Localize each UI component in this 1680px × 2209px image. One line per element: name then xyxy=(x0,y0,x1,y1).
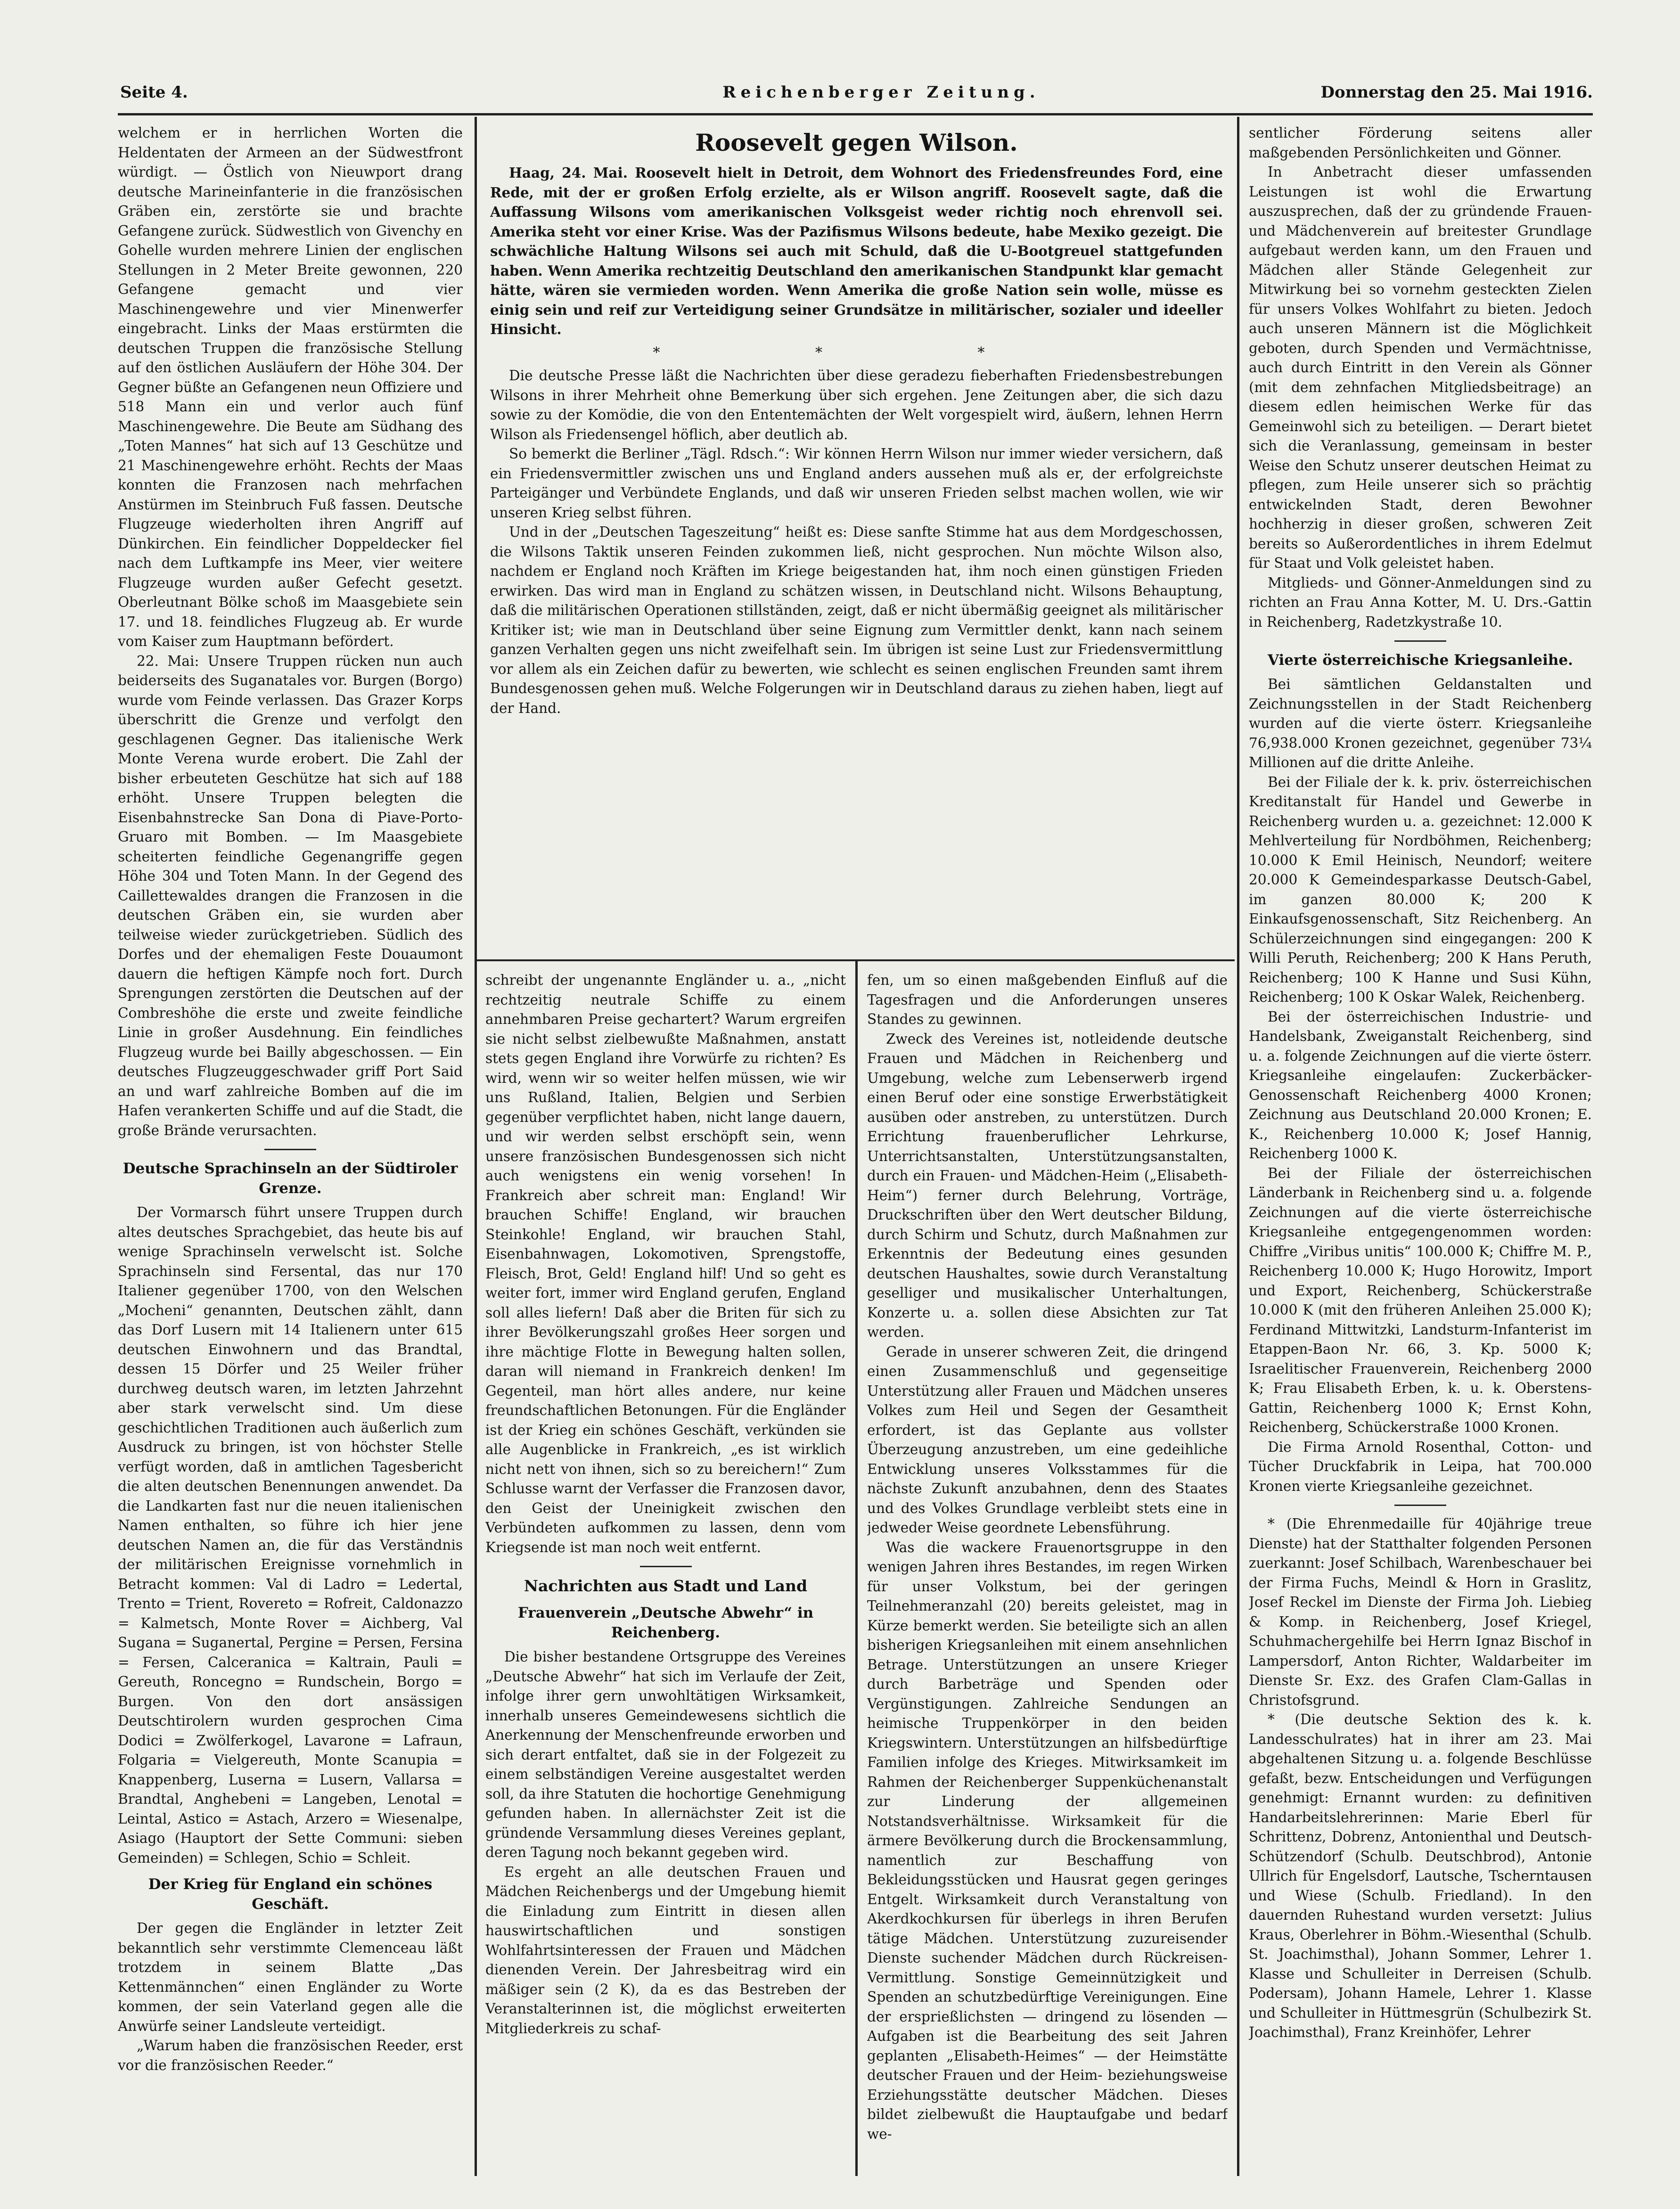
ehrenmedaille-text: * (Die Ehrenmedaille für 40jährige treue Dienste) hat der Statthalter folgenden Personen zuerkannt: Josef Schilbach, Warenbeschauer bei der Firma Fuchs, Meindl & Horn in Graslitz, Josef Reckel im Dienste der Firma Joh. Liebieg & Komp. in Reichenberg, Josef Kriegel, Schuhmachergehilfe bei Herrn Ignaz Bischof in Lampersdorf, Anton Richter, Waldarbeiter im Dienste Sr. Exz. des Grafen Clam-Gallas in Christofsgrund. xyxy=(1249,1516,1592,1708)
frauenverein-gerade: Gerade in unserer schweren Zeit, die dringend einen Zusammenschluß und gegenseitige Unterstützung aller Frauen und Mädchen unseres Volkes zum Heil und Segen der Gesamtheit erfordert, ist das Geplante aus vollster Überzeugung anzustreben, um eine gedeihliche Entwicklung unseres Volksstammes für die nächste Zukunft anzubahnen, denn des Staates und des Volkes Grundlage verbleibt stets eine in jedweder Weise geordnete Lebensführung. xyxy=(867,1343,1228,1536)
stars-divider: * * * xyxy=(653,344,1060,361)
anleihe-summary: Bei sämtlichen Geldanstalten und Zeichnungsstellen in der Stadt Reichenberg wurden auf die vierte österr. Kriegsanleihe 76,938.000 Kronen gezeichnet, gegenüber 73¼ Millionen auf die dritte Anleihe. xyxy=(1249,676,1592,770)
anleihe-laenderbank: Bei der Filiale der österreichischen Länderbank in Reichenberg sind u. a. folgende Zeichnungen auf die vierte österreichische Kriegsanleihe entgegengenommen worden: Chiffre „Viribus unitis“ 100.000 K; Chiffre M. P., Reichenberg 10.000 K; Hugo Horowitz, Import und Export, Reichenberg, Schückerstraße 10.000 K (mit den früheren Anleihen 25.000 K); Ferdinand Mittwitzki, Landsturm-Infanterist im Etappen-Baon Nr. 66, 3. Kp. 5000 K; Israelitischer Frauenverein, Reichenberg 2000 K; Frau Elisabeth Erben, k. u. k. Oberstens-Gattin, Reichenberg 1000 K; Ernst Kohn, Reichenberg, Schückerstraße 1000 Kronen. xyxy=(1249,1165,1592,1435)
issue-date: Donnerstag den 25. Mai 1916. xyxy=(1320,83,1593,102)
sprachinseln-text: Der Vormarsch führt unsere Truppen durch altes deutsches Sprachgebiet, das heute bis auf wenige Sprachinseln verwelscht ist. Solche Sprachinseln sind Fersental, das nur 170 Italiener gegenüber 1700, von den Welschen „Mocheni“ genannten, Deutschen zählt, dann das Dorf Lusern mit 14 Italienern unter 615 deutschen Einwohnern und das Brandtal, dessen 15 Dörfer und 25 Weiler früher durchweg deutsch waren, im letzten Jahrzehnt aber stark verwelscht sind. Um diese geschichtlichen Traditionen auch äußerlich zum Ausdruck zu bringen, ist von höchster Stelle verfügt worden, daß in amtlichen Tagesbericht die alten deutschen Benennungen anwendet. Da die Landkarten fast nur die neuen italienischen Namen enthalten, so führe ich hier jene deutschen Namen an, die für das Verständnis der militärischen Ereignisse vornehmlich in Betracht kommen: Val di Ladro = Ledertal, Trento = Trient, Rovereto = Rofreit, Caldonazzo = Kalmetsch, Monte Rover = Aichberg, Val Sugana = Suganertal, Pergine = Persen, Fersina = Fersen, Calceranica = Kaltrain, Pauli = Gereuth, Roncegno = Rundschein, Borgo = Burgen. Von den dort ansässigen Deutschtirolern wurden gesprochen Cima Dodici = Zwölferkogel, Lavarone = Lafraun, Folgaria = Vielgereuth, Monte Scanupia = Knappenberg, Luserna = Lusern, Vallarsa = Brandtal, Anghebeni = Langeben, Lenotal = Leintal, Astico = Astach, Arzero = Wiesenalpe, Asiago (Hauptort der Sette Communi: sieben Gemeinden) = Schlegen, Schio = Schleit. xyxy=(118,1204,463,1866)
headline-frauenverein: Frauenverein „Deutsche Abwehr“ in Reichenberg. xyxy=(517,1604,814,1641)
landesschulrat-text: * (Die deutsche Sektion des k. k. Landesschulrates) hat in ihrer am 23. Mai abgehaltenen Sitzung u. a. folgende Beschlüsse gefaßt, bezw. Entscheidungen und Verfügungen genehmigt: Ernannt wurden: zu definitiven Handarbeitslehrerinnen: Marie Eberl für Schrittenz, Dobrenz, Antonienthal und Deutsch-Schützendorf (Schulb. Deutschbrod), Antonie Ullrich für Engelsdorf, Lautsche, Tscherntausen und Wiese (Schulb. Friedland). In den dauernden Ruhestand wurden versetzt: Julius Kraus, Oberlehrer in Böhm.-Wiesenthal (Schulb. St. Joachimsthal), Johann Sommer, Lehrer 1. Klasse und Schulleiter in Derreisen (Schulb. Podersam), Johann Hamele, Lehrer 1. Klasse und Schulleiter in Hüttmesgrün (Schulbezirk St. Joachimsthal), Franz Kreinhöfer, Lehrer xyxy=(1249,1711,1592,2040)
frauenverein-continued: fen, um so einen maßgebenden Einfluß auf die Tagesfragen und die Anforderungen unseres Standes zu gewinnen. xyxy=(867,972,1228,1027)
anleihe-rosenthal: Die Firma Arnold Rosenthal, Cotton- und Tücher Druckfabrik in Leipa, hat 700.000 Kronen vierte Kriegsanleihe gezeichnet. xyxy=(1249,1439,1592,1494)
headline-sprachinseln: Deutsche Sprachinseln an der Südtiroler Grenze. xyxy=(123,1160,458,1197)
column-1 xyxy=(118,123,463,2173)
roosevelt-article xyxy=(490,123,1223,953)
article-separator xyxy=(640,1566,692,1567)
krieg-england-quote: „Warum haben die französischen Reeder, erst vor die französischen Reeder.“ xyxy=(118,2037,463,2073)
anleihe-kreditanstalt: Bei der Filiale der k. k. priv. österreichischen Kreditanstalt für Handel und Gewerbe in Reichenberg wurden u. a. gezeichnet: 12.000 K Mehlverteilung für Nordböhmen, Reichenberg; 10.000 K Emil Heinisch, Neundorf; weitere 20.000 K Gemeindesparkasse Deutsch-Gabel, im ganzen 80.000 K; 200 K Einkaufsgenossenschaft, Sitz Reichenberg. An Schülerzeichnungen sind eingegangen: 200 K Willi Peruth, Reichenberg; 200 K Hans Peruth, Reichenberg; 100 K Hanne und Susi Kühn, Reichenberg; 100 K Oskar Walek, Reichenberg. xyxy=(1249,774,1592,1005)
headline-krieg-england: Der Krieg für England ein schönes Geschäft. xyxy=(148,1876,433,1913)
headline-kriegsanleihe: Vierte österreichische Kriegsanleihe. xyxy=(1268,652,1573,669)
war-report-text: welchem er in herrlichen Worten die Heldentaten der Armeen an der Südwestfront würdigt. — Östlich von Nieuwport drang deutsche Marineinfanterie in die französischen Gräben ein, zerstörte sie und brachte Gefangene zurück. Südwestlich von Givenchy en Gohelle wurden mehrere Linien der englischen Stellungen in 2 Meter Breite gewonnen, 220 Gefangene gemacht und vier Maschinengewehre und vier Minenwerfer eingebracht. Links der Maas erstürmten die deutschen Truppen die französische Stellung auf den östlichen Ausläufern der Höhe 304. Der Gegner büßte an Gefangenen neun Offiziere und 518 Mann ein und verlor auch fünf Maschinengewehre. Die Beute am Südhang des „Toten Mannes“ hat sich auf 13 Geschütze und 21 Maschinengewehre erhöht. Rechts der Maas konnten die Franzosen nach mehrfachen Anstürmen im Steinbruch Fuß fassen. Deutsche Flugzeuge wiederholten ihren Angriff auf Dünkirchen. Ein feindlicher Doppeldecker fiel nach dem Luftkampfe ins Meer, vier weitere Flugzeuge wurden außer Gefecht gesetzt. Oberleutnant Bölke schoß im Maasgebiete sein 17. und 18. feindliches Flugzeug ab. Er wurde vom Kaiser zum Hauptmann befördert. xyxy=(118,125,463,649)
frauenverein-p2: Es ergeht an alle deutschen Frauen und Mädchen Reichenbergs und der Umgebung hiemit die Einladung zum Eintritt in diesen allen hauswirtschaftlichen und sonstigen Wohlfahrtsinteressen der Frauen und Mädchen dienenden Verein. Der Jahresbeitrag wird ein mäßiger sein (2 K), da es das Bestreben der Veranstalterinnen ist, die möglichst erweiterten Mitgliederkreis zu schaf- xyxy=(485,1864,846,2037)
column-rule-3 xyxy=(1237,117,1239,2176)
roosevelt-tageszeitung: Und in der „Deutschen Tageszeitung“ heißt es: Diese sanfte Stimme hat aus dem Mordgeschossen, die Wilsons Taktik unseren Feinden zukommen ließ, nicht gesprochen. Nun möchte Wilson also, nachdem er England noch Kräften im Kriege beigestanden hat, ihm noch einen günstigen Frieden erwirken. Das wird man in England zu schätzen wissen, in Deutschland nicht. Wilsons Behauptung, daß die militärischen Operationen stillständen, zeigt, daß er nicht übermäßig geeignet als militärischer Kritiker ist; wie man in Deutschland über seine Eignung zum Vermittler denkt, kann nach seinem ganzen Verhalten gegen uns nicht zweifelhaft sein. Im übrigen ist seine Lust zur Friedensvermittlung vor allem als ein Zeichen dafür zu bewerten, wie schlecht es seinen englischen Freunden samt ihrem Bundesgenossen gehen muß. Welche Folgerungen wir in Deutschland daraus zu ziehen haben, liegt auf der Hand. xyxy=(490,524,1223,716)
frauenverein-anmeldung: Mitglieds- und Gönner-Anmeldungen sind zu richten an Frau Anna Kotter, M. U. Drs.-Gattin in Reichenberg, Radetzkystraße 10. xyxy=(1249,574,1592,630)
column-3-lower xyxy=(867,971,1228,2172)
frauenverein-leistungen: Was die wackere Frauenortsgruppe in den wenigen Jahren ihres Bestandes, im regen Wirken für unser Volkstum, bei der geringen Teilnehmeranzahl (20) bereits geleistet, mag in Kürze bemerkt werden. Sie beteiligte sich an allen bisherigen Kriegsanleihen mit einem ansehnlichen Betrage. Unterstützungen an unsere Krieger durch Barbeträge und Spenden oder Vergünstigungen. Zahlreiche Sendungen an heimische Truppenkörper in den beiden Kriegswintern. Unterstützungen an hilfsbedürftige Familien infolge des Krieges. Mitwirksamkeit im Rahmen der Reichenberger Suppenküchenanstalt zur Linderung der allgemeinen Notstandsverhältnisse. Wirksamkeit für die ärmere Bevölkerung durch die Brockensammlung, namentlich zur Beschaffung von Bekleidungsstücken und Hausrat gegen geringes Entgelt. Wirksamkeit durch Veranstaltung von Akerdkochkursen für überlegs in ihren Berufen tätige Mädchen. Unterstützung zuzureisender Dienste suchender Mädchen durch Rückreisen-Vermittlung. Sonstige Gemeinnützigkeit und Spenden an schutzbedürftige Vereinigungen. Eine der ersprießlichsten — dringend zu lösenden — Aufgaben ist die Bearbeitung des seit Jahren geplanten „Elisabeth-Heimes“ — der Heimstätte deutscher Frauen und der Heim- beziehungsweise Erziehungsstätte deutscher Mädchen. Dieses bildet zielbewußt die Hauptaufgabe und bedarf we- xyxy=(867,1539,1228,2142)
frauenverein-zweck: Zweck des Vereines ist, notleidende deutsche Frauen und Mädchen in Reichenberg und Umgebung, welche zum Lebenserwerb irgend einen Beruf oder eine sonstige Erwerbstätigkeit ausüben oder anstreben, zu unterstützen. Durch Errichtung frauenberuflicher Lehrkurse, Unterrichtsanstalten, Unterstützungsanstalten, durch ein Frauen- und Mädchen-Heim („Elisabeth-Heim“) ferner durch Belehrung, Vorträge, Druckschriften über den Wert deutscher Bildung, durch Schirm und Schutz, durch Maßnahmen zur Erkenntnis der Bedeutung eines gesunden deutschen Haushaltes, sowie durch Veranstaltung geselliger und musikalischer Unterhaltungen, Konzerte u. a. sollen diese Absichten zur Tat werden. xyxy=(867,1031,1228,1340)
roosevelt-lead: Haag, 24. Mai. Roosevelt hielt in Detroit, dem Wohnort des Friedensfreundes Ford, eine Rede, mit der er großen Erfolg erzielte, als er Wilson angriff. Roosevelt sagte, daß die Auffassung Wilsons vom amerikanischen Volksgeist weder richtig noch ehrenvoll sei. Amerika steht vor einer Krise. Was der Pazifismus Wilsons bedeute, habe Mexiko gezeigt. Die schwächliche Haltung Wilsons sei auch mit Schuld, daß die U-Bootgreuel stattgefunden haben. Wenn Amerika rechtzeitig Deutschland den amerikanischen Standpunkt klar gemacht hätte, wären sie vermieden worden. Wenn Amerika die große Nation sein wolle, müsse es einig sein und reif zur Verteidigung seiner Grundsätze in militärischer, sozialer und ideeller Hinsicht. xyxy=(490,164,1223,337)
section-title-stadt-land: Nachrichten aus Stadt und Land xyxy=(524,1577,808,1595)
article-separator xyxy=(1394,640,1446,642)
column-rule-2 xyxy=(855,961,858,2176)
roosevelt-bottom-rule xyxy=(477,959,1235,961)
frauenverein-p1: Die bisher bestandene Ortsgruppe des Vereines „Deutsche Abwehr“ hat sich im Verlaufe der Zeit, infolge ihrer gern unwohltätigen Wirksamkeit, innerhalb unseres Gemeindewesens sichtlich die Anerkennung der Menschenfreunde erworben und sich derart entfaltet, daß sie in der Folgezeit zu einem selbständigen Vereine ausgestaltet werden soll, da ihre Statuten die hochortige Genehmigung gefunden haben. In allernächster Zeit ist die gründende Versammlung dieses Vereines geplant, deren Tagung noch bekannt gegeben wird. xyxy=(485,1649,846,1860)
frauenverein-anbetracht: In Anbetracht dieser umfassenden Leistungen ist wohl die Erwartung auszusprechen, daß der zu gründende Frauen- und Mädchenverein auf breitester Grundlage aufgebaut werden kann, um den Frauen und Mädchen aller Stände Gelegenheit zur Mitwirkung bei so vornehm gesteckten Zielen für unsers Volkes Wohlfahrt zu bieten. Jedoch auch unseren Männern ist die Möglichkeit geboten, durch Spenden und Vermächtnisse, auch durch Eintritt in den Verein als Gönner (mit dem zehnfachen Mitgliedsbeitrage) an diesem edlen heimischen Werke für das Gemeinwohl sich zu beteiligen. — Derart bietet sich die Veranlassung, gemeinsam in bester Weise den Schutz unserer deutschen Heimat zu pflegen, zum Heile unserer sich so prächtig entwickelnden Stadt, deren Bewohner hochherzig in dieser großen, schweren Zeit bereits so Außerordentliches in ihrem Edelmut für Staat und Volk geleistet haben. xyxy=(1249,164,1592,571)
article-separator xyxy=(1394,1505,1446,1506)
page-number: Seite 4. xyxy=(120,83,188,102)
krieg-england-intro: Der gegen die Engländer in letzter Zeit bekanntlich sehr verstimmte Clemenceau läßt trotzdem in seinem Blatte „Das Kettenmännchen“ einen Engländer zu Worte kommen, der sein Vaterland gegen alle die Anwürfe seiner Landsleute verteidigt. xyxy=(118,1920,463,2034)
article-separator xyxy=(264,1149,316,1150)
column-rule-1 xyxy=(475,117,477,2176)
roosevelt-press: Die deutsche Presse läßt die Nachrichten über diese geradezu fieberhaften Friedensbestrebungen Wilsons in ihrer Mehrheit ohne Bemerkung über sich ergehen. Jene Zeitungen aber, die sich dazu sowie zu der Komödie, die von den Ententemächten der Welt vorgespielt wird, äußern, lehnen Herrn Wilson als Friedensengel höflich, aber deutlich ab. xyxy=(490,368,1223,442)
frauenverein-end: sentlicher Förderung seitens aller maßgebenden Persönlichkeiten und Gönner. xyxy=(1249,125,1592,161)
roosevelt-rdsch: So bemerkt die Berliner „Tägl. Rdsch.“: Wir können Herrn Wilson nur immer wieder versichern, daß ein Friedensvermittler zwischen uns und England anders aussehen muß als er, der erfolgreichste Parteigänger und Verbündete Englands, und daß wir unseren Frieden selbst machen wollen, wie wir unseren Krieg selbst führen. xyxy=(490,446,1223,521)
headline-roosevelt: Roosevelt gegen Wilson. xyxy=(695,129,1018,156)
newspaper-title: Reichenberger Zeitung. xyxy=(722,83,1040,102)
war-report-may22: 22. Mai: Unsere Truppen rücken nun auch beiderseits des Suganatales vor. Burgen (Borgo) wurde vom Feinde verlassen. Das Grazer Korps überschritt die Grenze und verfolgt den geschlagenen Gegner. Das italienische Werk Monte Verena wurde erobert. Die Zahl der bisher erbeuteten Geschütze hat sich auf 188 erhöht. Unsere Truppen belegten die Eisenbahnstrecke San Dona di Piave-Porto-Gruaro mit Bomben. — Im Maasgebiete scheiterten feindliche Gegenangriffe gegen Höhe 304 und Toten Mann. In der Gegend des Caillettewaldes drangen die Franzosen in die deutschen Gräben ein, sie wurden aber teilweise wieder zurückgetrieben. Südlich des Dorfes und der ehemaligen Feste Douaumont dauern die heftigen Kämpfe noch fort. Durch Sprengungen zerstörten die Deutschen auf der Combreshöhe die erste und zweite feindliche Linie in großer Ausdehnung. Ein feindliches Flugzeug wurde bei Bailly abgeschossen. — Ein deutsches Flugzeuggeschwader griff Port Said an und warf zahlreiche Bomben auf die im Hafen verankerten Schiffe und auf die Stadt, die große Brände verursachten. xyxy=(118,653,463,1138)
anleihe-industriebank: Bei der österreichischen Industrie- und Handelsbank, Zweiganstalt Reichenberg, sind u. a. folgende Zeichnungen auf die vierte österr. Kriegsanleihe eingelaufen: Zuckerbäcker-Genossenschaft Reichenberg 4000 Kronen; Zeichnung aus Deutschland 20.000 Kronen; E. K., Reichenberg 10.000 K; Josef Hannig, Reichenberg 1000 K. xyxy=(1249,1008,1592,1162)
column-4 xyxy=(1249,123,1592,2173)
masthead-rule xyxy=(118,113,1593,115)
column-2-lower xyxy=(485,971,846,2172)
krieg-england-continued: schreibt der ungenannte Engländer u. a., „nicht rechtzeitig neutrale Schiffe zu einem annehmbaren Preise gechartert? Warum ergreifen sie nicht selbst zielbewußte Maßnahmen, anstatt stets gegen England ihre Vorwürfe zu richten? Es wird, wenn wir so weiter helfen müssen, wie wir uns Rußland, Italien, Belgien und Serbien gegenüber verpflichtet haben, nicht lange dauern, und wir werden selbst erschöpft sein, wenn unsere französischen Bundesgenossen sich nicht auch wenigstens ein wenig vorsehen! In Frankreich aber schreit man: England! Wir brauchen Schiffe! England, wir brauchen Steinkohle! England, wir brauchen Stahl, Eisenbahnwagen, Lokomotiven, Sprengstoffe, Fleisch, Brot, Geld! England hilf! Und so geht es weiter fort, immer wird England gerufen, England soll alles liefern! Daß aber die Briten für sich zu ihrer Bevölkerungszahl großes Heer sorgen und ihre mächtige Flotte in Bewegung halten sollen, daran will niemand in Frankreich denken! Im Gegenteil, man hört alles andere, nur keine freundschaftlichen Betonungen. Für die Engländer ist der Krieg ein schönes Geschäft, verkünden sie alle Augenblicke in Frankreich, „es ist wirklich nicht nett von ihnen, sich so zu bereichern!“ Zum Schlusse warnt der Verfasser die Franzosen davor, den Geist der Uneinigkeit zwischen den Verbündeten aufkommen zu lassen, denn vom Kriegsende ist man noch weit entfernt. xyxy=(485,972,846,1555)
